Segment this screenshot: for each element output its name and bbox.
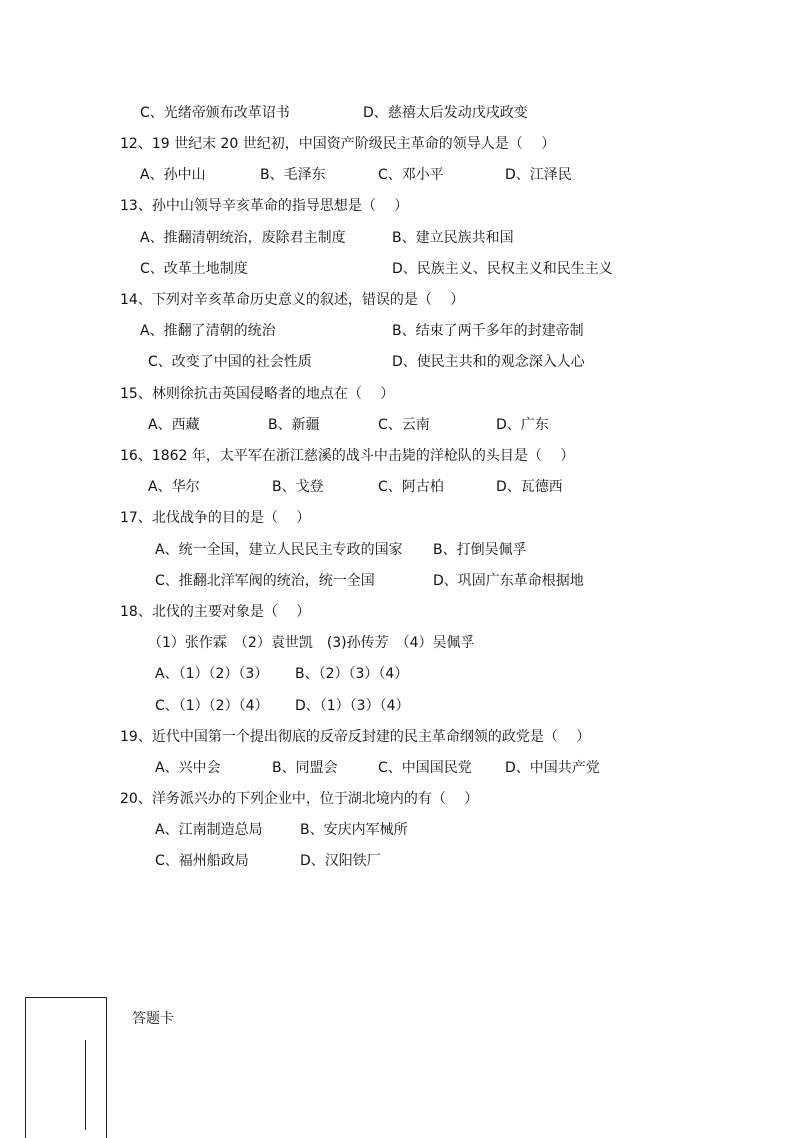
- q17-option-d: D、巩固广东革命根据地: [433, 573, 584, 589]
- q20-option-a: A、江南制造总局: [155, 822, 263, 838]
- q12-option-a: A、孙中山: [140, 167, 206, 183]
- q20-stem: 20、洋务派兴办的下列企业中，位于湖北境内的有（ ）: [120, 791, 479, 807]
- q16-option-b: B、戈登: [272, 479, 324, 495]
- q14-option-b: B、结束了两千多年的封建帝制: [392, 323, 584, 339]
- q13-option-c: C、改革土地制度: [140, 261, 248, 277]
- q15-stem: 15、林则徐抗击英国侵略者的地点在（ ）: [120, 386, 395, 402]
- answer-card-frame: [25, 997, 107, 1138]
- q16-option-a: A、华尔: [148, 479, 200, 495]
- q16-option-c: C、阿古柏: [378, 479, 444, 495]
- q15-option-a: A、西藏: [148, 417, 200, 433]
- q12-stem: 12、19 世纪末 20 世纪初，中国资产阶级民主革命的领导人是（ ）: [120, 136, 556, 152]
- q19-stem: 19、近代中国第一个提出彻底的反帝反封建的民主革命纲领的政党是（ ）: [120, 729, 591, 745]
- q13-option-d: D、民族主义、民权主义和民生主义: [392, 261, 613, 277]
- q14-stem: 14、下列对辛亥革命历史意义的叙述，错误的是（ ）: [120, 292, 465, 308]
- q19-option-d: D、中国共产党: [505, 760, 600, 776]
- q15-option-d: D、广东: [496, 417, 549, 433]
- answer-card-label: 答题卡: [132, 1011, 174, 1027]
- q20-option-d: D、汉阳铁厂: [300, 853, 381, 869]
- q18-option-b: B、（2）（3）（4）: [295, 666, 409, 682]
- q15-option-b: B、新疆: [268, 417, 320, 433]
- q13-option-b: B、建立民族共和国: [392, 230, 514, 246]
- q14-option-a: A、推翻了清朝的统治: [140, 323, 276, 339]
- q13-stem: 13、孙中山领导辛亥革命的指导思想是（ ）: [120, 198, 409, 214]
- q20-option-b: B、安庆内军械所: [300, 822, 408, 838]
- q12-option-c: C、邓小平: [378, 167, 444, 183]
- q19-option-a: A、兴中会: [155, 760, 221, 776]
- q20-option-c: C、福州船政局: [155, 853, 249, 869]
- q18-stem: 18、北伐的主要对象是（ ）: [120, 604, 311, 620]
- q18-option-c: C、（1）（2）（4）: [155, 698, 269, 714]
- q16-stem: 16、1862 年，太平军在浙江慈溪的战斗中击毙的洋枪队的头目是（ ）: [120, 448, 575, 464]
- q19-option-b: B、同盟会: [272, 760, 338, 776]
- q16-option-d: D、瓦德西: [496, 479, 563, 495]
- q12-option-b: B、毛泽东: [260, 167, 326, 183]
- q17-option-a: A、统一全国，建立人民民主专政的国家: [155, 542, 403, 558]
- q17-option-b: B、打倒吴佩孚: [433, 542, 527, 558]
- q18-option-d: D、（1）（3）（4）: [295, 698, 410, 714]
- q19-option-c: C、中国国民党: [378, 760, 472, 776]
- q13-option-a: A、推翻清朝统治，废除君主制度: [140, 230, 346, 246]
- q15-option-c: C、云南: [378, 417, 430, 433]
- q17-option-c: C、推翻北洋军阀的统治，统一全国: [155, 573, 375, 589]
- answer-card-divider: [85, 1040, 86, 1130]
- q14-option-d: D、使民主共和的观念深入人心: [392, 354, 585, 370]
- q12-option-d: D、江泽民: [505, 167, 572, 183]
- q18-items: （1）张作霖 （2）袁世凯 (3)孙传芳 （4）吴佩孚: [148, 635, 475, 651]
- q17-stem: 17、北伐战争的目的是（ ）: [120, 510, 311, 526]
- q11-option-c: C、光绪帝颁布改革诏书: [140, 105, 290, 121]
- q11-option-d: D、慈禧太后发动戊戌政变: [363, 105, 528, 121]
- q18-option-a: A、（1）（2）（3）: [155, 666, 269, 682]
- q14-option-c: C、改变了中国的社会性质: [148, 354, 312, 370]
